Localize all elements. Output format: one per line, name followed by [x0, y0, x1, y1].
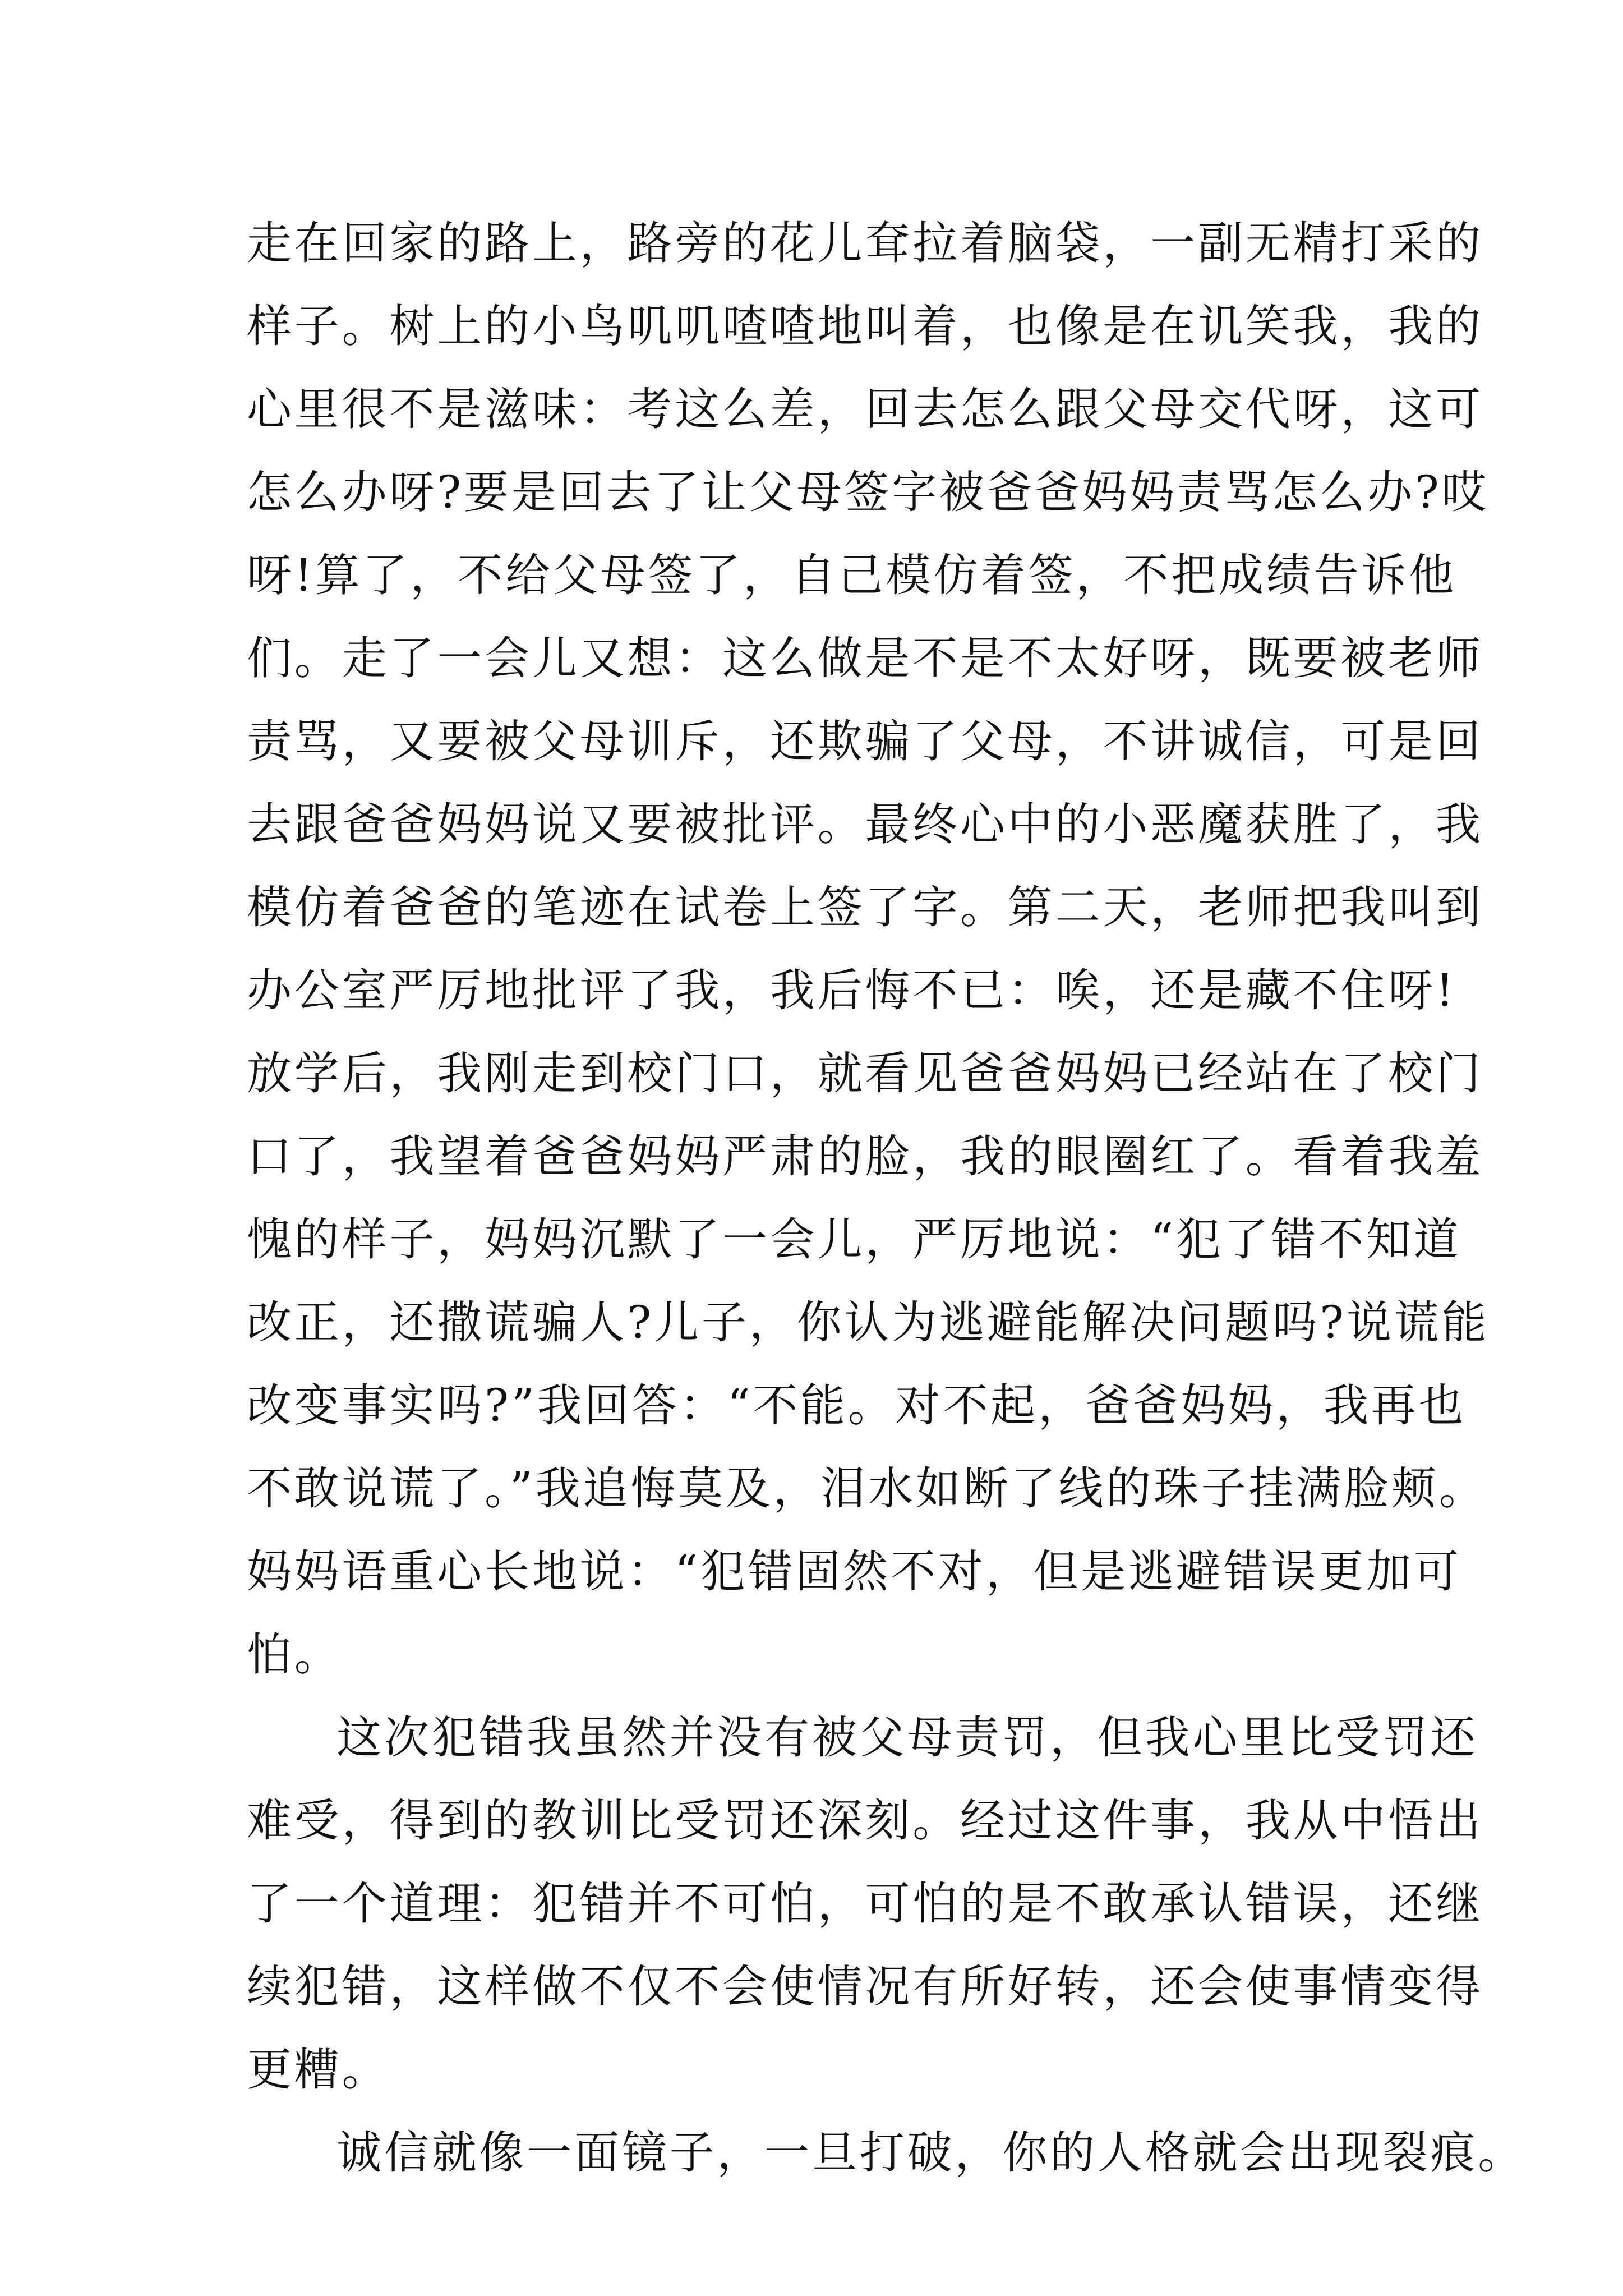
text-line: 样子。树上的小鸟叽叽喳喳地叫着，也像是在讥笑我，我的 — [247, 300, 1483, 352]
text-line: 不敢说谎了。”我追悔莫及，泪水如断了线的珠子挂满脸颊。 — [247, 1462, 1487, 1515]
text-line: 走在回家的路上，路旁的花儿耷拉着脑袋，一副无精打采的 — [247, 217, 1483, 269]
text-line: 怎么办呀?要是回去了让父母签字被爸爸妈妈责骂怎么办?哎 — [247, 466, 1490, 518]
text-line: 口了，我望着爸爸妈妈严肃的脸，我的眼圈红了。看着我羞 — [247, 1130, 1483, 1182]
text-line: 难受，得到的教训比受罚还深刻。经过这件事，我从中悟出 — [247, 1795, 1483, 1847]
text-line: 去跟爸爸妈妈说又要被批评。最终心中的小恶魔获胜了，我 — [247, 798, 1483, 850]
text-line: 了一个道理：犯错并不可怕，可怕的是不敢承认错误，还继 — [247, 1878, 1483, 1930]
text-line: 心里很不是滋味：考这么差，回去怎么跟父母交代呀，这可 — [247, 383, 1483, 435]
text-line: 改变事实吗?”我回答：“不能。对不起，爸爸妈妈，我再也 — [247, 1379, 1467, 1432]
paragraph-first-line: 这次犯错我虽然并没有被父母责罚，但我心里比受罚还 — [336, 1711, 1478, 1764]
text-line: 办公室严厉地批评了我，我后悔不已：唉，还是藏不住呀! — [247, 964, 1456, 1016]
essay-body — [247, 202, 1525, 2194]
paragraph-first-line: 诚信就像一面镜子，一旦打破，你的人格就会出现裂痕。 — [336, 2127, 1525, 2179]
text-line: 们。走了一会儿又想：这么做是不是不太好呀，既要被老师 — [247, 632, 1483, 684]
text-line: 怕。 — [247, 1628, 342, 1681]
text-line: 妈妈语重心长地说：“犯错固然不对，但是逃避错误更加可 — [247, 1545, 1461, 1598]
text-line: 愧的样子，妈妈沉默了一会儿，严厉地说：“犯了错不知道 — [247, 1213, 1461, 1266]
text-line: 放学后，我刚走到校门口，就看见爸爸妈妈已经站在了校门 — [247, 1047, 1483, 1099]
text-line: 呀!算了，不给父母签了，自己模仿着签，不把成绩告诉他 — [247, 549, 1456, 601]
text-line: 续犯错，这样做不仅不会使情况有所好转，还会使事情变得 — [247, 1961, 1483, 2013]
text-line: 改正，还撒谎骗人?儿子，你认为逃避能解决问题吗?说谎能 — [247, 1296, 1490, 1349]
text-line: 更糟。 — [247, 2044, 390, 2096]
text-line: 模仿着爸爸的笔迹在试卷上签了字。第二天，老师把我叫到 — [247, 881, 1483, 933]
text-line: 责骂，又要被父母训斥，还欺骗了父母，不讲诚信，可是回 — [247, 715, 1483, 767]
